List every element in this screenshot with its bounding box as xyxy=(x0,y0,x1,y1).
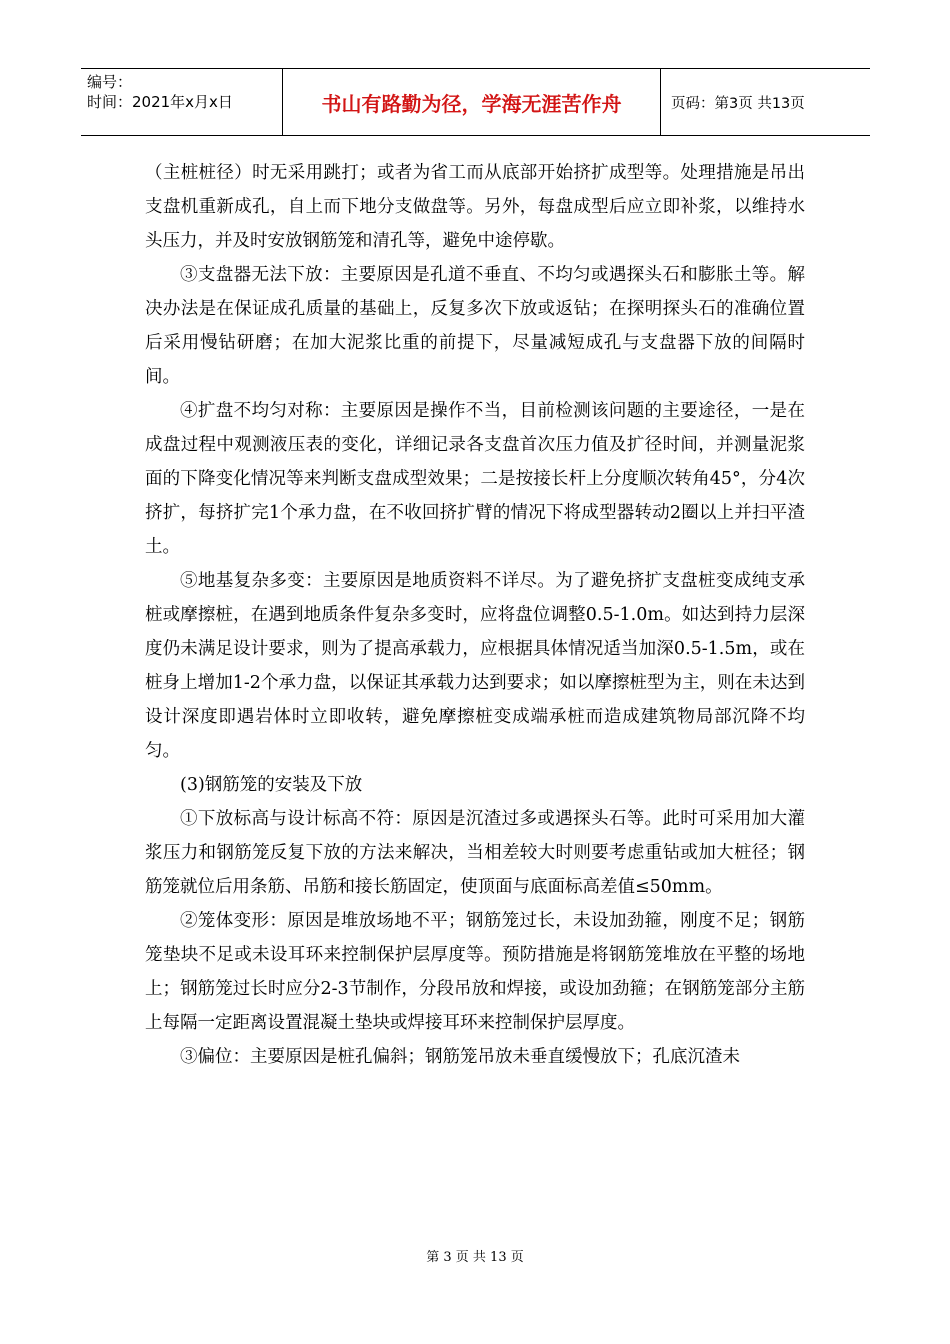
paragraph: ④扩盘不均匀对称：主要原因是操作不当，目前检测该问题的主要途径，一是在成盘过程中观测液压表的变化，详细记录各支盘首次压力值及扩径时间，并测量泥浆面的下降变化情况等来判断支盘成型效果；二是按接长杆上分度顺次转角45°，分4次挤扩，每挤扩完1个承力盘，在不收回挤扩臂的情况下将成型器转动2圈以上并扫平渣土。 xyxy=(145,401,805,557)
document-time-label: 时间：2021年x月x日 xyxy=(87,93,233,111)
paragraph: （主桩桩径）时无采用跳打；或者为省工而从底部开始挤扩成型等。处理措施是吊出支盘机重新成孔，自上而下地分支做盘等。另外，每盘成型后应立即补浆，以维持水头压力，并及时安放钢筋笼和清孔等，避免中途停歇。 xyxy=(145,163,805,251)
header-page-info: 页码：第3页 共13页 xyxy=(671,95,805,112)
paragraph: ②笼体变形：原因是堆放场地不平；钢筋笼过长，未设加劲箍，刚度不足；钢筋笼垫块不足或未设耳环来控制保护层厚度等。预防措施是将钢筋笼堆放在平整的场地上；钢筋笼过长时应分2-3节制作，分段吊放和焊接，或设加劲箍；在钢筋笼部分主筋上每隔一定距离设置混凝土垫块或焊接耳环来控制保护层厚度。 xyxy=(145,911,805,1033)
paragraph: ③偏位：主要原因是桩孔偏斜；钢筋笼吊放未垂直缓慢放下；孔底沉渣未 xyxy=(180,1047,740,1067)
paragraph: ⑤地基复杂多变：主要原因是地质资料不详尽。为了避免挤扩支盘桩变成纯支承桩或摩擦桩，在遇到地质条件复杂多变时，应将盘位调整0.5-1.0m。如达到持力层深度仍未满足设计要求，则为了提高承载力，应根据具体情况适当加深0.5-1.5m，或在桩身上增加1-2个承力盘，以保证其承载力达到要求；如以摩擦桩型为主，则在未达到设计深度即遇岩体时立即收转，避免摩擦桩变成端承桩而造成建筑物局部沉降不均匀。 xyxy=(145,571,805,761)
page-footer: 第 3 页 共 13 页 xyxy=(426,1250,524,1265)
paragraph: ①下放标高与设计标高不符：原因是沉渣过多或遇探头石等。此时可采用加大灌浆压力和钢筋笼反复下放的方法来解决，当相差较大时则要考虑重钻或加大桩径；钢筋笼就位后用条筋、吊筋和接长筋固定，使顶面与底面标高差值≤50mm。 xyxy=(145,809,805,897)
document-body xyxy=(145,156,805,1074)
header-slogan: 书山有路勤为径，学海无涯苦作舟 xyxy=(283,69,661,135)
paragraph: ③支盘器无法下放：主要原因是孔道不垂直、不均匀或遇探头石和膨胀土等。解决办法是在保证成孔质量的基础上，反复多次下放或返钻；在探明探头石的准确位置后采用慢钻研磨；在加大泥浆比重的前提下，尽量减短成孔与支盘器下放的间隔时间。 xyxy=(145,265,805,387)
document-number-label: 编号： xyxy=(87,73,133,91)
page-header xyxy=(81,68,870,136)
section-heading: (3)钢筋笼的安装及下放 xyxy=(180,775,363,795)
header-meta xyxy=(81,69,283,135)
